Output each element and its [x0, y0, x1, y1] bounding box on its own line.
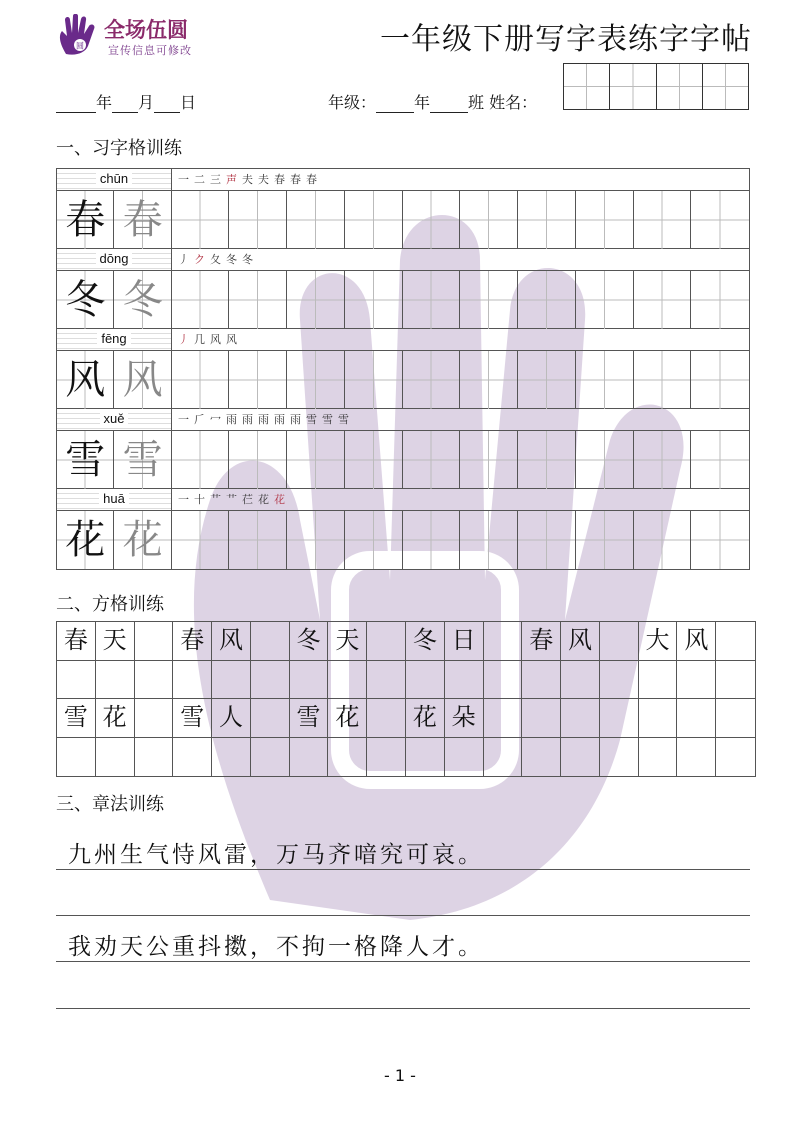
section3-title: 三、章法训练	[56, 794, 164, 815]
pinyin-text: fēng	[97, 331, 130, 346]
grid-cell[interactable]	[328, 661, 367, 700]
practice-cell[interactable]	[691, 271, 749, 329]
grid-cell[interactable]	[367, 622, 406, 661]
grid-cell[interactable]	[561, 661, 600, 700]
grid-cell[interactable]	[639, 699, 678, 738]
grid-cell[interactable]	[96, 661, 135, 700]
grid-cell[interactable]	[212, 738, 251, 777]
pinyin-row	[57, 249, 749, 271]
grid-cell[interactable]	[251, 661, 290, 700]
practice-cell[interactable]	[518, 191, 576, 249]
practice-cell[interactable]	[576, 511, 634, 569]
grid-cell[interactable]	[367, 661, 406, 700]
grid-cell[interactable]	[406, 661, 445, 700]
grid-cell[interactable]	[135, 622, 174, 661]
grid-cell[interactable]: 风	[677, 622, 716, 661]
grid-cell[interactable]	[367, 738, 406, 777]
stroke-step: 几	[194, 333, 210, 346]
brand-slogan: 宣传信息可修改	[108, 44, 192, 57]
stroke-step: ク	[194, 253, 210, 266]
grid-cell[interactable]: 天	[328, 622, 367, 661]
model-character: 春	[57, 191, 114, 249]
pinyin-label	[57, 489, 172, 510]
model-character: 冬	[57, 271, 114, 329]
grid-cell[interactable]	[251, 738, 290, 777]
grid-cell[interactable]	[445, 738, 484, 777]
writing-line[interactable]	[56, 869, 750, 870]
grid-cell[interactable]: 花	[96, 699, 135, 738]
stroke-step: 冬	[226, 253, 242, 266]
practice-cell[interactable]	[403, 511, 461, 569]
pinyin-text: xuě	[100, 411, 129, 426]
model-character: 雪	[57, 431, 114, 489]
page-number: - 1 -	[384, 1066, 416, 1085]
grid-cell[interactable]	[522, 699, 561, 738]
practice-cell[interactable]	[287, 431, 345, 489]
trace-character: 花	[114, 511, 171, 569]
name-label: 姓名：	[489, 93, 538, 112]
grid-cell[interactable]	[561, 738, 600, 777]
grid-cell[interactable]	[677, 699, 716, 738]
grid-cell[interactable]	[290, 661, 329, 700]
practice-cell[interactable]	[518, 431, 576, 489]
grid-cell[interactable]: 风	[561, 622, 600, 661]
practice-cell[interactable]	[403, 191, 461, 249]
stroke-order	[172, 489, 749, 510]
practice-cell[interactable]	[691, 431, 749, 489]
grid-cell[interactable]	[639, 661, 678, 700]
grid-cell[interactable]: 春	[522, 622, 561, 661]
stroke-step: 夫	[258, 173, 274, 186]
stroke-step: 风	[210, 333, 226, 346]
stroke-step: 冖	[210, 413, 226, 426]
grid-cell[interactable]	[57, 738, 96, 777]
grid-cell[interactable]	[135, 661, 174, 700]
grid-cell[interactable]	[251, 699, 290, 738]
practice-cell[interactable]	[460, 431, 518, 489]
practice-cell[interactable]	[634, 431, 692, 489]
character-row	[57, 511, 749, 569]
grid-cell[interactable]: 冬	[406, 622, 445, 661]
stroke-step: 夫	[242, 173, 258, 186]
practice-cell[interactable]	[172, 271, 230, 329]
stroke-step: 风	[226, 333, 242, 346]
practice-cell[interactable]	[172, 431, 230, 489]
grid-cell[interactable]	[716, 661, 755, 700]
stroke-step: 十	[194, 493, 210, 506]
pinyin-text: dōng	[96, 251, 133, 266]
pinyin-label	[57, 169, 172, 190]
practice-cell[interactable]	[576, 271, 634, 329]
stroke-step: 𠂆	[194, 413, 210, 426]
grid-cell[interactable]	[212, 661, 251, 700]
practice-cell[interactable]	[634, 351, 692, 409]
character-row	[57, 351, 749, 409]
grid-cell[interactable]	[561, 699, 600, 738]
stroke-step: 春	[290, 173, 306, 186]
stroke-order	[172, 409, 749, 430]
writing-line[interactable]	[56, 1008, 750, 1009]
practice-cell[interactable]	[287, 511, 345, 569]
year-blank[interactable]	[56, 95, 96, 113]
grid-cell[interactable]: 朵	[445, 699, 484, 738]
sentence-1: 九州生气恃风雷，万马齐喑究可哀。	[68, 842, 484, 868]
grid-cell[interactable]	[716, 622, 755, 661]
grid-cell[interactable]	[96, 738, 135, 777]
grid-cell[interactable]: 雪	[173, 699, 212, 738]
stroke-step: 芢	[242, 493, 258, 506]
month-blank[interactable]	[112, 95, 138, 113]
grid-cell[interactable]: 风	[212, 622, 251, 661]
grid-cell[interactable]: 日	[445, 622, 484, 661]
grid-cell[interactable]	[367, 699, 406, 738]
grade-year-label: 年	[414, 93, 431, 112]
writing-line[interactable]	[56, 961, 750, 962]
trace-character: 春	[114, 191, 171, 249]
practice-cell[interactable]	[287, 351, 345, 409]
grid-cell[interactable]: 冬	[290, 622, 329, 661]
practice-cell[interactable]	[518, 351, 576, 409]
name-boxes[interactable]	[563, 63, 749, 110]
pinyin-label	[57, 409, 172, 430]
stroke-step: 艹	[226, 493, 242, 506]
grid-cell[interactable]	[677, 661, 716, 700]
practice-cell[interactable]	[403, 271, 461, 329]
practice-cell[interactable]	[460, 191, 518, 249]
day-label: 日	[180, 93, 197, 112]
practice-cell[interactable]	[518, 511, 576, 569]
stroke-step: 雨	[226, 413, 242, 426]
writing-line[interactable]	[56, 915, 750, 916]
brand-name: 全场伍圆	[104, 18, 188, 42]
grid-cell[interactable]: 花	[406, 699, 445, 738]
stroke-step: 一	[178, 173, 194, 186]
stroke-step: 雪	[306, 413, 322, 426]
grid-cell[interactable]: 雪	[57, 699, 96, 738]
section1-title: 一、习字格训练	[56, 138, 182, 159]
class-label: 班	[468, 93, 485, 112]
grid-cell[interactable]: 人	[212, 699, 251, 738]
grid-cell[interactable]	[600, 622, 639, 661]
page-title: 一年级下册写字表练字字帖	[380, 22, 752, 57]
grid-cell[interactable]	[639, 738, 678, 777]
pinyin-label	[57, 249, 172, 270]
practice-cell[interactable]	[576, 431, 634, 489]
practice-cell[interactable]	[460, 351, 518, 409]
svg-text:圆: 圆	[76, 41, 84, 51]
model-character: 花	[57, 511, 114, 569]
pinyin-text: huā	[99, 491, 129, 506]
month-label: 月	[138, 93, 155, 112]
grid-cell[interactable]	[445, 661, 484, 700]
stroke-step: 雨	[290, 413, 306, 426]
stroke-step: 艹	[210, 493, 226, 506]
grid-cell[interactable]: 花	[328, 699, 367, 738]
grid-cell[interactable]	[600, 738, 639, 777]
sentence-2: 我劝天公重抖擞，不拘一格降人才。	[68, 934, 484, 960]
trace-character: 风	[114, 351, 171, 409]
practice-cell[interactable]	[691, 511, 749, 569]
year-label: 年	[96, 93, 113, 112]
stroke-step: 冬	[242, 253, 258, 266]
practice-cell[interactable]	[460, 271, 518, 329]
day-blank[interactable]	[154, 95, 180, 113]
practice-cell[interactable]	[576, 191, 634, 249]
grid-cell[interactable]	[716, 738, 755, 777]
character-row	[57, 271, 749, 329]
grid-cell[interactable]: 天	[96, 622, 135, 661]
grid-cell[interactable]	[522, 661, 561, 700]
grid-cell[interactable]: 雪	[290, 699, 329, 738]
grid-cell[interactable]	[677, 738, 716, 777]
logo-hand-icon	[58, 14, 98, 56]
stroke-step: 一	[178, 493, 194, 506]
grid-cell[interactable]	[522, 738, 561, 777]
stroke-step: 丿	[178, 333, 194, 346]
grid-cell[interactable]	[484, 699, 523, 738]
practice-cell[interactable]	[287, 271, 345, 329]
stroke-step: 春	[274, 173, 290, 186]
practice-cell[interactable]	[691, 191, 749, 249]
stroke-step: 丿	[178, 253, 194, 266]
character-row	[57, 191, 749, 249]
practice-cell[interactable]	[634, 191, 692, 249]
class-blank[interactable]	[430, 95, 468, 113]
grid-cell[interactable]	[600, 661, 639, 700]
grade-line	[328, 90, 537, 113]
stroke-step: 雨	[274, 413, 290, 426]
grid-cell[interactable]: 大	[639, 622, 678, 661]
grid-cell[interactable]	[716, 699, 755, 738]
stroke-step: 一	[178, 413, 194, 426]
pinyin-row	[57, 489, 749, 511]
practice-cell[interactable]	[634, 271, 692, 329]
section2-title: 二、方格训练	[56, 594, 164, 615]
grid-cell[interactable]	[135, 699, 174, 738]
stroke-step: 雪	[338, 413, 354, 426]
grid-cell[interactable]	[406, 738, 445, 777]
practice-cell[interactable]	[229, 351, 287, 409]
grid-cell[interactable]	[328, 738, 367, 777]
practice-cell[interactable]	[172, 191, 230, 249]
stroke-step: 三	[210, 173, 226, 186]
grid-cell[interactable]	[57, 661, 96, 700]
practice-cell[interactable]	[172, 511, 230, 569]
grade-blank[interactable]	[376, 95, 414, 113]
stroke-step: 夂	[210, 253, 226, 266]
fangge-grid	[56, 621, 756, 777]
stroke-order	[172, 169, 749, 190]
tianzige-grid	[56, 168, 750, 570]
practice-cell[interactable]	[345, 431, 403, 489]
grid-cell[interactable]: 春	[173, 622, 212, 661]
practice-cell[interactable]	[576, 351, 634, 409]
practice-cell[interactable]	[403, 431, 461, 489]
grid-cell[interactable]	[173, 661, 212, 700]
grid-cell[interactable]	[135, 738, 174, 777]
practice-cell[interactable]	[345, 191, 403, 249]
grade-label: 年级：	[328, 93, 377, 112]
character-row	[57, 431, 749, 489]
stroke-step: 二	[194, 173, 210, 186]
practice-cell[interactable]	[345, 511, 403, 569]
grid-cell[interactable]	[484, 661, 523, 700]
stroke-step: 雨	[242, 413, 258, 426]
stroke-step: 雪	[322, 413, 338, 426]
date-line	[56, 90, 196, 113]
model-character: 风	[57, 351, 114, 409]
practice-cell[interactable]	[229, 271, 287, 329]
trace-character: 冬	[114, 271, 171, 329]
practice-cell[interactable]	[634, 511, 692, 569]
practice-cell[interactable]	[229, 431, 287, 489]
pinyin-row	[57, 409, 749, 431]
grid-cell[interactable]	[600, 699, 639, 738]
pinyin-label	[57, 329, 172, 350]
stroke-order	[172, 329, 749, 350]
stroke-step: 雨	[258, 413, 274, 426]
stroke-step: 花	[274, 493, 290, 506]
pinyin-text: chūn	[96, 171, 132, 186]
practice-cell[interactable]	[345, 351, 403, 409]
trace-character: 雪	[114, 431, 171, 489]
stroke-order	[172, 249, 749, 270]
practice-cell[interactable]	[229, 511, 287, 569]
pinyin-row	[57, 329, 749, 351]
stroke-step: 春	[306, 173, 322, 186]
practice-cell[interactable]	[287, 191, 345, 249]
stroke-step: 花	[258, 493, 274, 506]
grid-cell[interactable]	[290, 738, 329, 777]
practice-cell[interactable]	[518, 271, 576, 329]
practice-cell[interactable]	[345, 271, 403, 329]
grid-cell[interactable]	[484, 738, 523, 777]
practice-cell[interactable]	[172, 351, 230, 409]
grid-cell[interactable]	[251, 622, 290, 661]
practice-cell[interactable]	[229, 191, 287, 249]
grid-cell[interactable]: 春	[57, 622, 96, 661]
stroke-step: 声	[226, 173, 242, 186]
practice-cell[interactable]	[403, 351, 461, 409]
grid-cell[interactable]	[484, 622, 523, 661]
pinyin-row	[57, 169, 749, 191]
practice-cell[interactable]	[460, 511, 518, 569]
practice-cell[interactable]	[691, 351, 749, 409]
grid-cell[interactable]	[173, 738, 212, 777]
